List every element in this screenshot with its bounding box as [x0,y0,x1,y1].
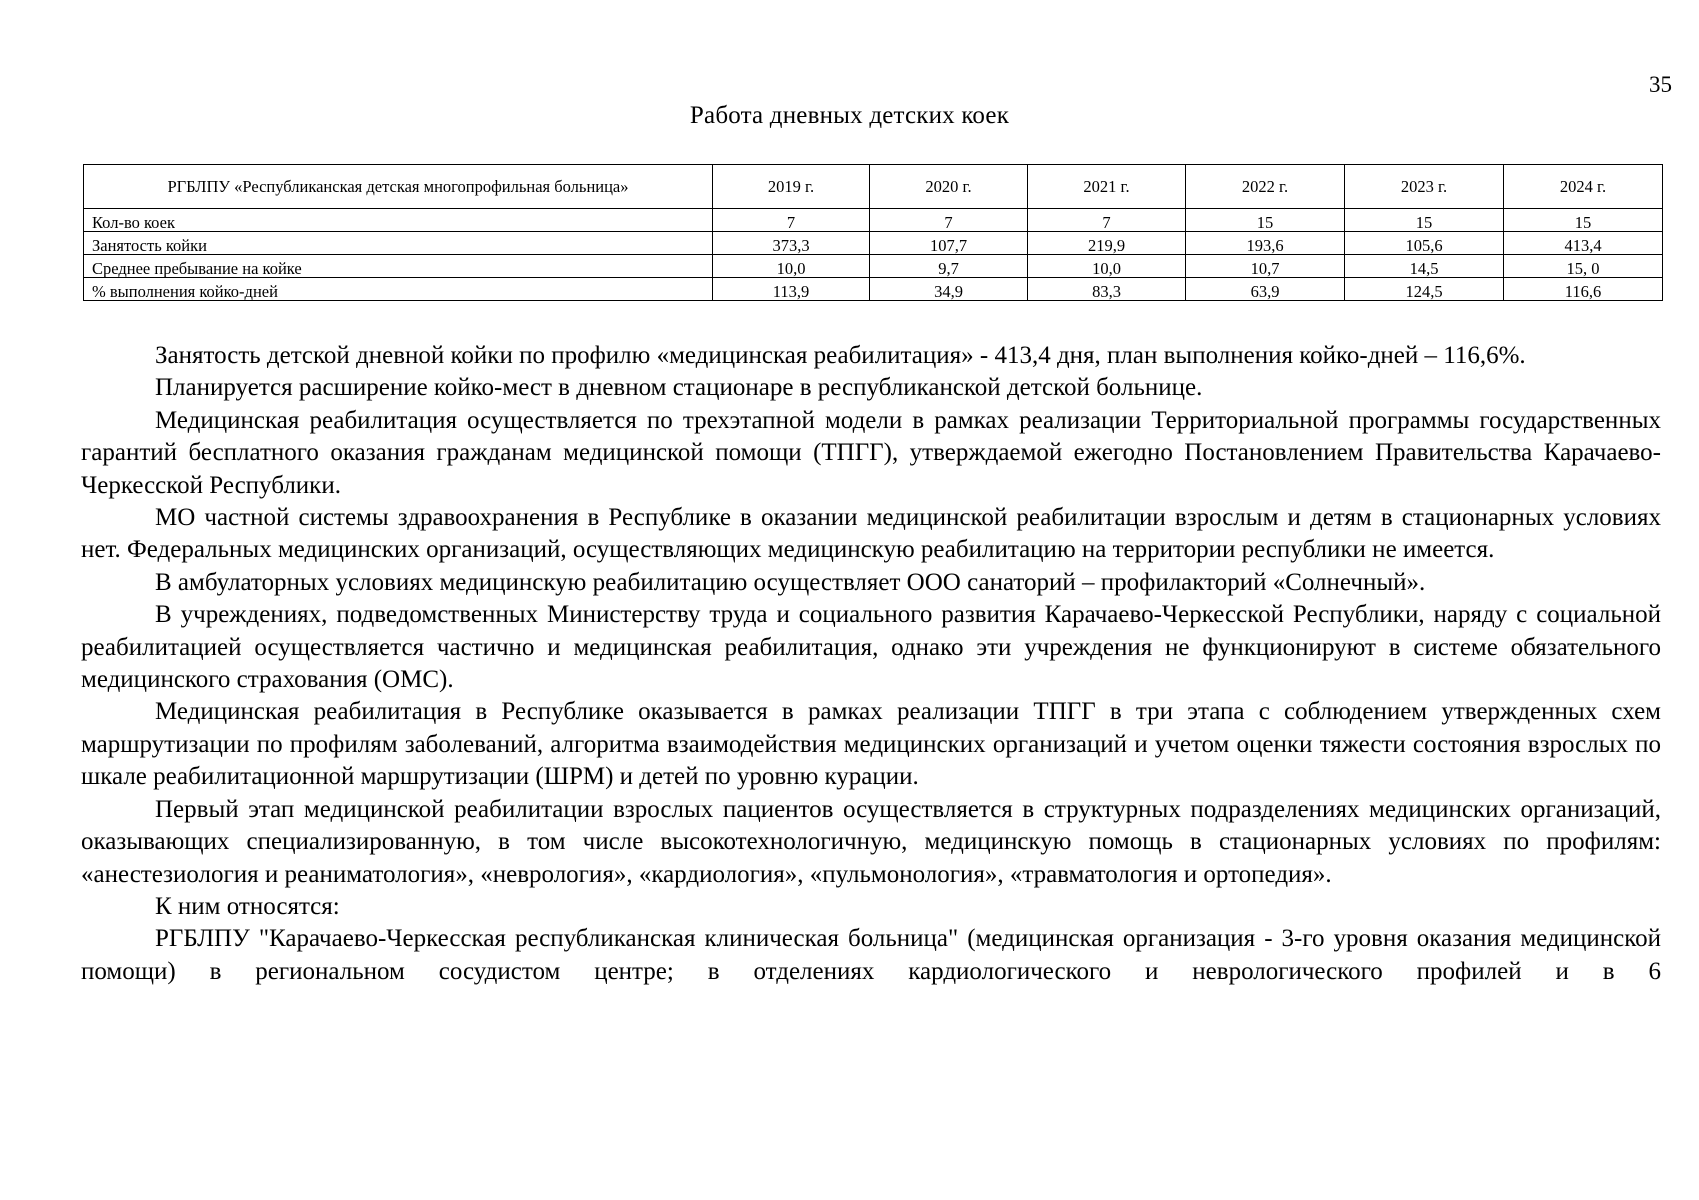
table-cell: 15 [1186,209,1345,232]
paragraph: Первый этап медицинской реабилитации взрослых пациентов осуществляется в структурных подразделениях медицинских организаций, оказывающих специализированную, в том числе высокотехнологичную, медицинскую помощь в стационарных условиях по профилям: «анестезиология и реаниматология», «неврология», «кардиология», «пульмонология», «травматология и ортопедия». [81,795,1661,888]
row-label: Среднее пребывание на койке [84,255,713,278]
table-cell: 15 [1504,209,1663,232]
table-header-year: 2020 г. [870,165,1028,209]
table-row [84,278,1663,301]
paragraph: В учреждениях, подведомственных Министерству труда и социального развития Карачаево-Черкесской Республики, наряду с социальной реабилитацией осуществляется частично и медицинская реабилитация, однако эти учреждения не функционируют в системе обязательного медицинского страхования (ОМС). [81,601,1661,694]
page-number: 35 [1649,72,1672,97]
table-row [84,232,1663,255]
table-cell: 219,9 [1028,232,1186,255]
table-row [84,209,1663,232]
row-label: % выполнения койко-дней [84,278,713,301]
table-cell: 193,6 [1186,232,1345,255]
paragraph: К ним относятся: [155,892,340,920]
table-header-year: 2024 г. [1504,165,1663,209]
table-cell: 10,0 [713,255,870,278]
table-cell: 105,6 [1345,232,1504,255]
table-cell: 34,9 [870,278,1028,301]
table-row [84,255,1663,278]
body-text [81,340,1661,988]
paragraph: В амбулаторных условиях медицинскую реабилитацию осуществляет ООО санаторий – профилакторий «Солнечный». [155,568,1426,596]
table-cell: 116,6 [1504,278,1663,301]
row-label: Кол-во коек [84,209,713,232]
table-cell: 10,7 [1186,255,1345,278]
table-title: Работа дневных детских коек [689,102,1010,129]
table-cell: 373,3 [713,232,870,255]
paragraph: Планируется расширение койко-мест в дневном стационаре в республиканской детской больнице. [155,374,1203,402]
table-cell: 14,5 [1345,255,1504,278]
table-cell: 7 [1028,209,1186,232]
paragraph: Занятость детской дневной койки по профилю «медицинская реабилитация» - 413,4 дня, план выполнения койко-дней – 116,6%. [155,342,1526,369]
table-cell: 83,3 [1028,278,1186,301]
paragraph: Медицинская реабилитация осуществляется по трехэтапной модели в рамках реализации Территориальной программы государственных гарантий бесплатного оказания гражданам медицинской помощи (ТПГГ), утверждаемой ежегодно Постановлением Правительства Карачаево-Черкесской Республики. [81,406,1661,499]
row-label: Занятость койки [84,232,713,255]
table-header-year: 2022 г. [1186,165,1345,209]
table-cell: 7 [870,209,1028,232]
table-cell: 9,7 [870,255,1028,278]
paragraph: РГБЛПУ "Карачаево-Черкесская республиканская клиническая больница" (медицинская организация - 3-го уровня оказания медицинской помощи) в региональном сосудистом центре; в отделениях кардиологического и неврологического профилей и в 6 [81,925,1661,985]
table-cell: 63,9 [1186,278,1345,301]
table-cell: 413,4 [1504,232,1663,255]
table-cell: 113,9 [713,278,870,301]
bed-statistics-table [83,164,1663,301]
paragraph: Медицинская реабилитация в Республике оказывается в рамках реализации ТПГГ в три этапа с соблюдением утвержденных схем маршрутизации по профилям заболеваний, алгоритма взаимодействия медицинских организаций и учетом оценки тяжести состояния взрослых по шкале реабилитационной маршрутизации (ШРМ) и детей по уровню курации. [81,698,1661,791]
table-cell: 124,5 [1345,278,1504,301]
table-cell: 7 [713,209,870,232]
table-cell: 107,7 [870,232,1028,255]
paragraph: МО частной системы здравоохранения в Республике в оказании медицинской реабилитации взрослым и детям в стационарных условиях нет. Федеральных медицинских организаций, осуществляющих медицинскую реабилитацию на территории республики не имеется. [81,504,1661,564]
table-header-hospital: РГБЛПУ «Республиканская детская многопрофильная больница» [84,165,713,209]
table-header-year: 2021 г. [1028,165,1186,209]
table-header-row [84,165,1663,209]
table-cell: 15, 0 [1504,255,1663,278]
table-cell: 10,0 [1028,255,1186,278]
table-header-year: 2019 г. [713,165,870,209]
table-header-year: 2023 г. [1345,165,1504,209]
table-cell: 15 [1345,209,1504,232]
